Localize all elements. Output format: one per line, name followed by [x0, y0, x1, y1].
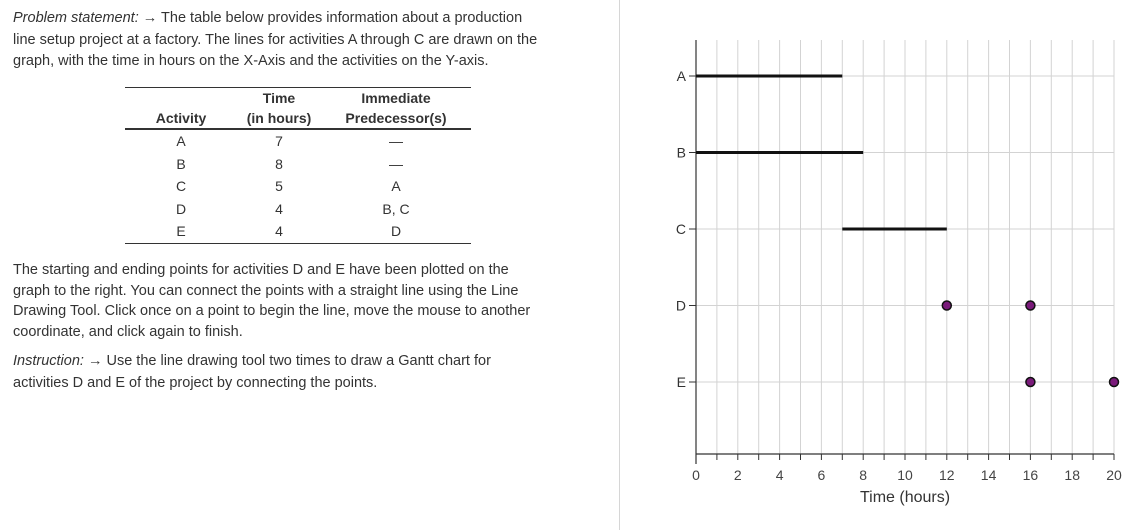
x-tick-label: 20 — [1106, 467, 1122, 483]
table-row — [125, 153, 471, 176]
gantt-chart[interactable] — [620, 0, 1132, 530]
x-tick-label: 4 — [775, 467, 784, 483]
instruction-label: Instruction: — [13, 353, 84, 369]
plot-point-d[interactable] — [942, 301, 951, 310]
table-row — [125, 129, 471, 153]
x-tick-label: 16 — [1022, 467, 1039, 483]
x-tick-label: 8 — [859, 467, 868, 483]
y-tick-label: E — [676, 374, 686, 390]
instruction-line: Use the line drawing tool two times to draw a Gantt chart for — [106, 353, 491, 369]
problem-statement — [13, 8, 613, 73]
arrow-icon: → — [87, 353, 103, 369]
plot-point-e[interactable] — [1026, 378, 1035, 387]
table-header-time-line1: Time — [237, 88, 321, 109]
cell-activity: A — [176, 133, 186, 149]
table-row — [125, 198, 471, 221]
problem-statement-label: Problem statement: — [13, 10, 139, 26]
instruction — [13, 351, 613, 394]
table-header-activity-top — [125, 88, 237, 109]
x-tick-label: 12 — [939, 467, 955, 483]
problem-line: graph, with the time in hours on the X-Axis and the activities on the Y-axis. — [13, 53, 489, 69]
cell-time: 5 — [275, 178, 283, 195]
cell-time: 4 — [275, 200, 283, 217]
instruction-line: activities D and E of the project by connecting the points. — [13, 374, 378, 391]
table-row — [125, 175, 471, 198]
cell-time: 4 — [237, 220, 321, 243]
cell-activity: C — [175, 178, 187, 195]
description — [13, 260, 613, 342]
problem-line: The table below provides information about a production — [161, 10, 523, 26]
y-tick-label: A — [676, 68, 686, 84]
plot-point-e[interactable] — [1110, 378, 1119, 387]
activity-table — [125, 87, 471, 244]
cell-activity: D — [175, 200, 187, 217]
plot-point-d[interactable] — [1026, 301, 1035, 310]
cell-time: 8 — [275, 155, 283, 172]
table-row — [125, 220, 471, 243]
x-tick-label: 2 — [733, 467, 742, 483]
table-header-activity: Activity — [125, 108, 237, 129]
x-tick-label: 6 — [817, 467, 826, 483]
y-tick-label: B — [676, 144, 686, 161]
cell-predecessor: D — [321, 220, 471, 243]
description-line: Drawing Tool. Click once on a point to begin the line, move the mouse to another — [13, 303, 531, 319]
arrow-icon: → — [142, 10, 158, 26]
cell-time: 7 — [275, 133, 283, 149]
x-axis-title: Time (hours) — [859, 489, 951, 506]
cell-predecessor: — — [389, 133, 403, 149]
y-tick-label: C — [675, 221, 686, 237]
table-header-predecessor-line2: Predecessor(s) — [321, 108, 471, 129]
y-tick-label: D — [675, 297, 686, 314]
x-tick-label: 14 — [980, 467, 997, 483]
description-line: The starting and ending points for activities D and E have been plotted on the — [13, 262, 509, 278]
x-tick-label: 18 — [1064, 467, 1080, 483]
description-line: graph to the right. You can connect the points with a straight line using the Line — [13, 282, 519, 299]
table-header-predecessor-line1: Immediate — [321, 88, 471, 109]
cell-predecessor: — — [389, 155, 403, 172]
cell-predecessor: A — [391, 178, 401, 195]
cell-predecessor: B, C — [382, 200, 410, 217]
table-header-time-line2: (in hours) — [237, 108, 321, 129]
x-tick-label: 10 — [897, 467, 913, 483]
cell-activity: B — [176, 155, 186, 172]
problem-line: line setup project at a factory. The lines for activities A through C are drawn on the — [13, 31, 538, 48]
description-line: coordinate, and click again to finish. — [13, 323, 243, 340]
x-tick-label: 0 — [692, 467, 700, 483]
cell-activity: E — [125, 220, 237, 243]
